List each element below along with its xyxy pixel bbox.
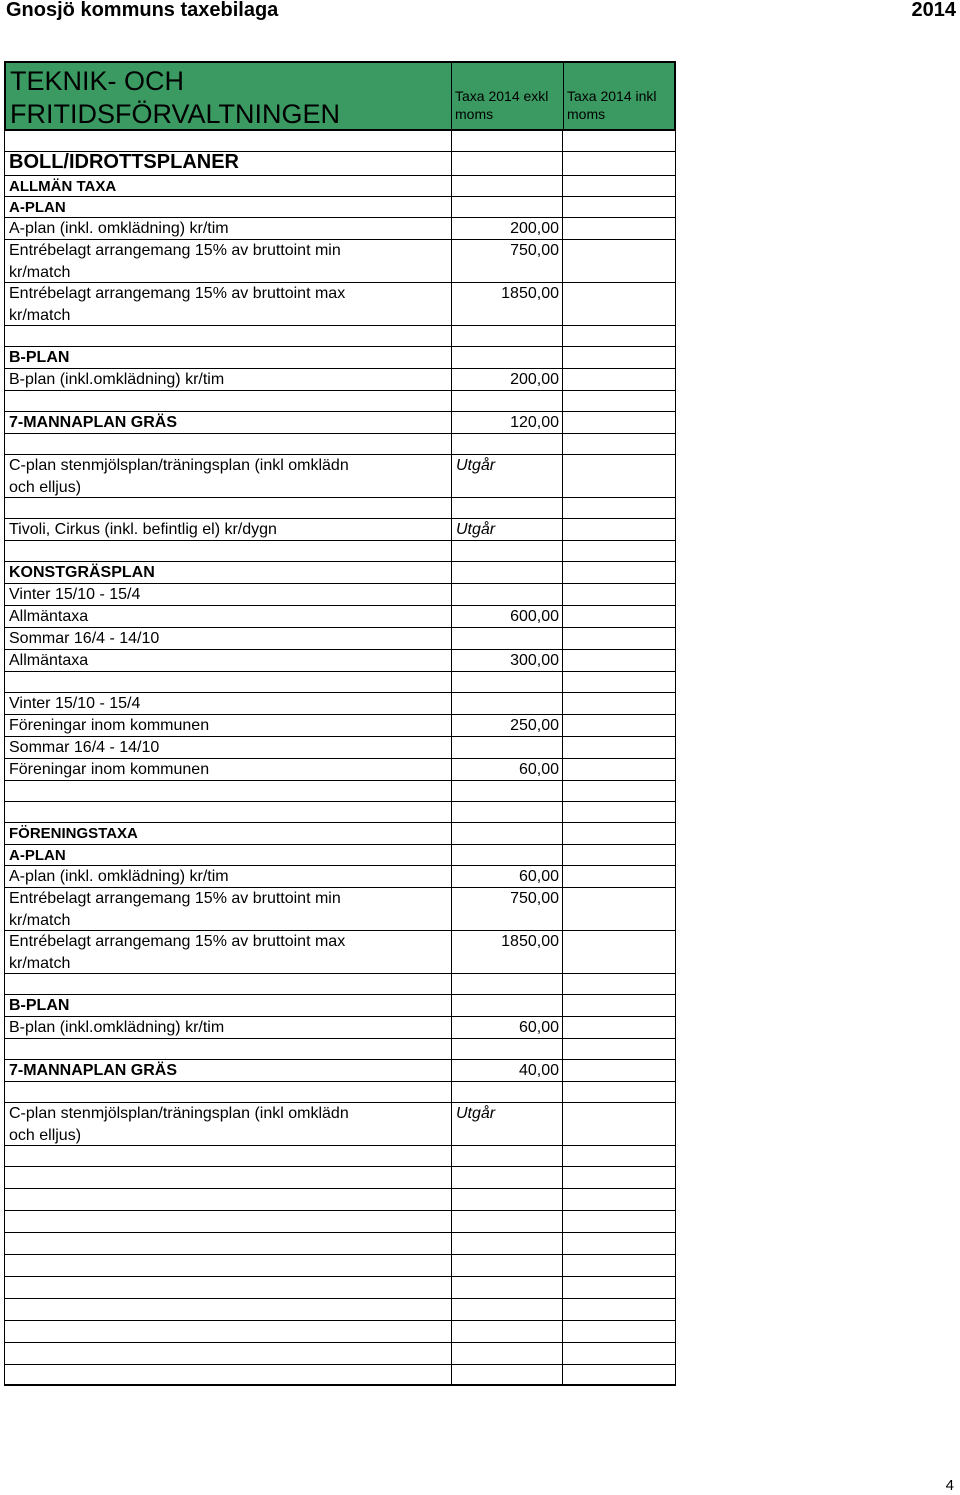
price-incl-vat (563, 1277, 675, 1298)
row-label (5, 326, 451, 346)
price-excl-vat: 250,00 (451, 715, 563, 736)
price-incl-vat (563, 1189, 675, 1210)
row-label-line: Sommar 16/4 - 14/10 (9, 739, 160, 756)
row-label (5, 1365, 451, 1384)
price-excl-vat (451, 347, 563, 368)
table-row (4, 1211, 676, 1233)
row-label (5, 1167, 451, 1188)
price-incl-vat (563, 823, 675, 844)
price-excl-vat: 120,00 (451, 412, 563, 433)
price-excl-vat (451, 802, 563, 822)
row-label (5, 1017, 451, 1038)
price-excl-vat (451, 995, 563, 1016)
column-header-incl-line-1: Taxa 2014 inkl (567, 88, 657, 104)
row-label-line: Entrébelagt arrangemang 15% av bruttoint min (9, 890, 341, 907)
price-excl-vat (451, 498, 563, 518)
price-excl-vat (451, 1189, 563, 1210)
table-row (4, 455, 676, 498)
row-label-line-2: kr/match (9, 911, 71, 929)
row-label-line: Entrébelagt arrangemang 15% av bruttoint max (9, 285, 346, 302)
price-excl-vat (451, 845, 563, 865)
row-label-line: B-plan (inkl.omklädning) kr/tim (9, 371, 225, 388)
price-incl-vat (563, 326, 675, 346)
price-incl-vat (563, 628, 675, 649)
row-label (5, 995, 451, 1016)
row-label-line: Sommar 16/4 - 14/10 (9, 630, 160, 647)
row-label (5, 606, 451, 627)
table-row (4, 823, 676, 845)
price-incl-vat (563, 759, 675, 780)
price-excl-vat (451, 1039, 563, 1059)
price-incl-vat (563, 888, 675, 930)
table-row (4, 197, 676, 218)
row-label-line: Entrébelagt arrangemang 15% av bruttoint min (9, 242, 341, 259)
price-incl-vat (563, 1082, 675, 1102)
price-excl-vat: 1850,00 (451, 931, 563, 973)
row-label (5, 283, 451, 325)
row-label-line: Allmäntaxa (9, 652, 89, 669)
page-number: 4 (945, 1477, 954, 1494)
row-label (5, 176, 451, 196)
price-excl-vat (451, 1365, 563, 1384)
row-label (5, 1299, 451, 1320)
row-label-line: A-PLAN (9, 199, 66, 216)
row-label (5, 152, 451, 175)
price-excl-vat: 200,00 (451, 218, 563, 239)
row-label-line: KONSTGRÄSPLAN (9, 564, 155, 581)
price-incl-vat (563, 693, 675, 714)
column-header-excl-vat (452, 63, 564, 129)
row-label (5, 781, 451, 801)
price-incl-vat (563, 1146, 675, 1166)
price-incl-vat (563, 347, 675, 368)
row-label-line-2: kr/match (9, 306, 71, 324)
table-body (4, 131, 676, 1386)
row-label (5, 131, 451, 151)
price-excl-vat (451, 628, 563, 649)
row-label-line: B-PLAN (9, 349, 70, 366)
price-incl-vat (563, 1321, 675, 1342)
price-incl-vat (563, 1233, 675, 1254)
row-label (5, 715, 451, 736)
price-excl-vat: 60,00 (451, 759, 563, 780)
price-excl-vat (451, 672, 563, 692)
price-incl-vat (563, 498, 675, 518)
price-excl-vat (451, 1167, 563, 1188)
table-row (4, 519, 676, 541)
row-label (5, 218, 451, 239)
price-incl-vat (563, 519, 675, 540)
table-row (4, 1082, 676, 1103)
table-row (4, 1103, 676, 1146)
department-header (6, 63, 452, 129)
row-label (5, 369, 451, 390)
price-excl-vat (451, 1082, 563, 1102)
price-excl-vat (451, 693, 563, 714)
row-label (5, 240, 451, 282)
price-excl-vat (451, 1299, 563, 1320)
row-label-line: Föreningar inom kommunen (9, 717, 210, 734)
table-row (4, 628, 676, 650)
price-excl-vat: 60,00 (451, 1017, 563, 1038)
table-row (4, 1146, 676, 1167)
price-excl-vat: 600,00 (451, 606, 563, 627)
row-label-line: C-plan stenmjölsplan/träningsplan (inkl omklädn (9, 457, 349, 474)
price-incl-vat (563, 584, 675, 605)
row-label (5, 1343, 451, 1364)
price-excl-vat (451, 781, 563, 801)
row-label-line-2: och elljus) (9, 1126, 82, 1144)
table-row (4, 1343, 676, 1365)
price-excl-vat (451, 326, 563, 346)
row-label (5, 1277, 451, 1298)
row-label (5, 974, 451, 994)
table-row (4, 650, 676, 672)
price-excl-vat: 40,00 (451, 1060, 563, 1081)
table-header (4, 61, 676, 131)
document-title: Gnosjö kommuns taxebilaga (6, 0, 279, 21)
price-incl-vat (563, 802, 675, 822)
row-label-line: C-plan stenmjölsplan/träningsplan (inkl omklädn (9, 1105, 349, 1122)
row-label-line: Vinter 15/10 - 15/4 (9, 586, 141, 603)
price-incl-vat (563, 715, 675, 736)
table-row (4, 584, 676, 606)
price-incl-vat (563, 152, 675, 175)
table-row (4, 176, 676, 197)
price-incl-vat (563, 541, 675, 561)
price-excl-vat (451, 974, 563, 994)
row-label (5, 1233, 451, 1254)
row-label (5, 888, 451, 930)
price-excl-vat: 750,00 (451, 888, 563, 930)
row-label (5, 1321, 451, 1342)
price-incl-vat (563, 240, 675, 282)
table-row (4, 802, 676, 823)
row-label (5, 866, 451, 887)
table-row (4, 434, 676, 455)
price-incl-vat (563, 455, 675, 497)
price-excl-vat (451, 1146, 563, 1166)
row-label-line: FÖRENINGSTAXA (9, 825, 138, 842)
table-row (4, 1017, 676, 1039)
price-incl-vat (563, 845, 675, 865)
price-excl-vat (451, 562, 563, 583)
row-label (5, 412, 451, 433)
row-label (5, 650, 451, 671)
column-header-incl-line-2: moms (567, 106, 606, 122)
row-label (5, 1255, 451, 1276)
price-excl-vat: 200,00 (451, 369, 563, 390)
price-incl-vat (563, 737, 675, 758)
price-excl-vat: 60,00 (451, 866, 563, 887)
price-excl-vat: 1850,00 (451, 283, 563, 325)
price-incl-vat (563, 412, 675, 433)
document-year: 2014 (911, 0, 956, 21)
row-label-line: ALLMÄN TAXA (9, 178, 117, 195)
row-label-line: 7-MANNAPLAN GRÄS (9, 1062, 177, 1079)
row-label-line: B-PLAN (9, 997, 70, 1014)
price-incl-vat (563, 866, 675, 887)
price-incl-vat (563, 434, 675, 454)
price-incl-vat (563, 1365, 675, 1384)
price-incl-vat (563, 1039, 675, 1059)
price-excl-vat (451, 737, 563, 758)
price-excl-vat (451, 131, 563, 151)
row-label-line: Föreningar inom kommunen (9, 761, 210, 778)
table-row (4, 1365, 676, 1386)
row-label (5, 498, 451, 518)
table-row (4, 131, 676, 152)
column-header-excl-line-2: moms (455, 106, 494, 122)
price-incl-vat (563, 781, 675, 801)
price-incl-vat (563, 131, 675, 151)
price-excl-vat (451, 197, 563, 217)
row-label (5, 541, 451, 561)
price-excl-vat: 750,00 (451, 240, 563, 282)
price-incl-vat (563, 369, 675, 390)
price-incl-vat (563, 1299, 675, 1320)
price-excl-vat: Utgår (451, 519, 563, 540)
row-label-line: Entrébelagt arrangemang 15% av bruttoint max (9, 933, 346, 950)
row-label-line: B-plan (inkl.omklädning) kr/tim (9, 1019, 225, 1036)
row-label (5, 802, 451, 822)
price-incl-vat (563, 1343, 675, 1364)
row-label (5, 628, 451, 649)
row-label (5, 434, 451, 454)
price-excl-vat (451, 1277, 563, 1298)
row-label (5, 455, 451, 497)
row-label (5, 759, 451, 780)
price-excl-vat (451, 1321, 563, 1342)
price-incl-vat (563, 672, 675, 692)
table-row (4, 412, 676, 434)
table-row (4, 369, 676, 391)
row-label-line-2: kr/match (9, 263, 71, 281)
table-row (4, 606, 676, 628)
table-row (4, 931, 676, 974)
row-label-line-2: kr/match (9, 954, 71, 972)
table-row (4, 888, 676, 931)
table-row (4, 845, 676, 866)
row-label (5, 347, 451, 368)
table-row (4, 152, 676, 176)
price-excl-vat (451, 1211, 563, 1232)
price-excl-vat (451, 152, 563, 175)
price-incl-vat (563, 1167, 675, 1188)
table-row (4, 974, 676, 995)
table-row (4, 347, 676, 369)
row-label (5, 1082, 451, 1102)
row-label-line: BOLL/IDROTTSPLANER (9, 151, 239, 173)
row-label (5, 562, 451, 583)
table-row (4, 1167, 676, 1189)
table-row (4, 781, 676, 802)
price-incl-vat (563, 391, 675, 411)
table-row (4, 240, 676, 283)
row-label (5, 1211, 451, 1232)
price-excl-vat (451, 823, 563, 844)
price-incl-vat (563, 606, 675, 627)
price-incl-vat (563, 931, 675, 973)
table-row (4, 995, 676, 1017)
row-label (5, 1146, 451, 1166)
row-label-line: A-plan (inkl. omklädning) kr/tim (9, 220, 229, 237)
price-incl-vat (563, 1060, 675, 1081)
table-row (4, 737, 676, 759)
row-label-line: Allmäntaxa (9, 608, 89, 625)
price-excl-vat: 300,00 (451, 650, 563, 671)
price-incl-vat (563, 1255, 675, 1276)
row-label-line: A-PLAN (9, 847, 66, 864)
row-label (5, 823, 451, 844)
price-incl-vat (563, 1103, 675, 1145)
table-row (4, 715, 676, 737)
row-label (5, 1060, 451, 1081)
price-excl-vat: Utgår (451, 1103, 563, 1145)
row-label (5, 737, 451, 758)
row-label (5, 931, 451, 973)
row-label-line: 7-MANNAPLAN GRÄS (9, 414, 177, 431)
department-line-1: TEKNIK- OCH (10, 66, 185, 96)
price-incl-vat (563, 197, 675, 217)
row-label (5, 519, 451, 540)
table-row (4, 1189, 676, 1211)
price-incl-vat (563, 974, 675, 994)
table-row (4, 391, 676, 412)
table-row (4, 1039, 676, 1060)
row-label-line: A-plan (inkl. omklädning) kr/tim (9, 868, 229, 885)
row-label (5, 391, 451, 411)
row-label (5, 672, 451, 692)
price-excl-vat (451, 1255, 563, 1276)
price-excl-vat (451, 1233, 563, 1254)
table-row (4, 218, 676, 240)
table-row (4, 672, 676, 693)
price-incl-vat (563, 650, 675, 671)
table-row (4, 1060, 676, 1082)
row-label (5, 197, 451, 217)
table-row (4, 562, 676, 584)
row-label (5, 1189, 451, 1210)
table-row (4, 866, 676, 888)
table-row (4, 1299, 676, 1321)
table-row (4, 1255, 676, 1277)
price-incl-vat (563, 1211, 675, 1232)
price-incl-vat (563, 995, 675, 1016)
price-excl-vat (451, 391, 563, 411)
table-row (4, 1233, 676, 1255)
column-header-excl-line-1: Taxa 2014 exkl (455, 88, 549, 104)
table-row (4, 498, 676, 519)
table-row (4, 693, 676, 715)
price-excl-vat (451, 541, 563, 561)
price-incl-vat (563, 283, 675, 325)
table-row (4, 541, 676, 562)
table-row (4, 759, 676, 781)
row-label (5, 584, 451, 605)
row-label-line: Tivoli, Cirkus (inkl. befintlig el) kr/dygn (9, 521, 277, 538)
row-label (5, 693, 451, 714)
table-row (4, 283, 676, 326)
row-label-line-2: och elljus) (9, 478, 82, 496)
price-excl-vat (451, 434, 563, 454)
price-incl-vat (563, 176, 675, 196)
price-excl-vat: Utgår (451, 455, 563, 497)
price-incl-vat (563, 218, 675, 239)
table-row (4, 1277, 676, 1299)
table-row (4, 326, 676, 347)
price-excl-vat (451, 1343, 563, 1364)
table-row (4, 1321, 676, 1343)
row-label (5, 845, 451, 865)
tariff-table (4, 61, 676, 1386)
price-excl-vat (451, 176, 563, 196)
price-incl-vat (563, 1017, 675, 1038)
row-label (5, 1103, 451, 1145)
price-excl-vat (451, 584, 563, 605)
column-header-incl-vat (564, 63, 674, 129)
price-incl-vat (563, 562, 675, 583)
row-label-line: Vinter 15/10 - 15/4 (9, 695, 141, 712)
department-line-2: FRITIDSFÖRVALTNINGEN (10, 99, 341, 129)
row-label (5, 1039, 451, 1059)
